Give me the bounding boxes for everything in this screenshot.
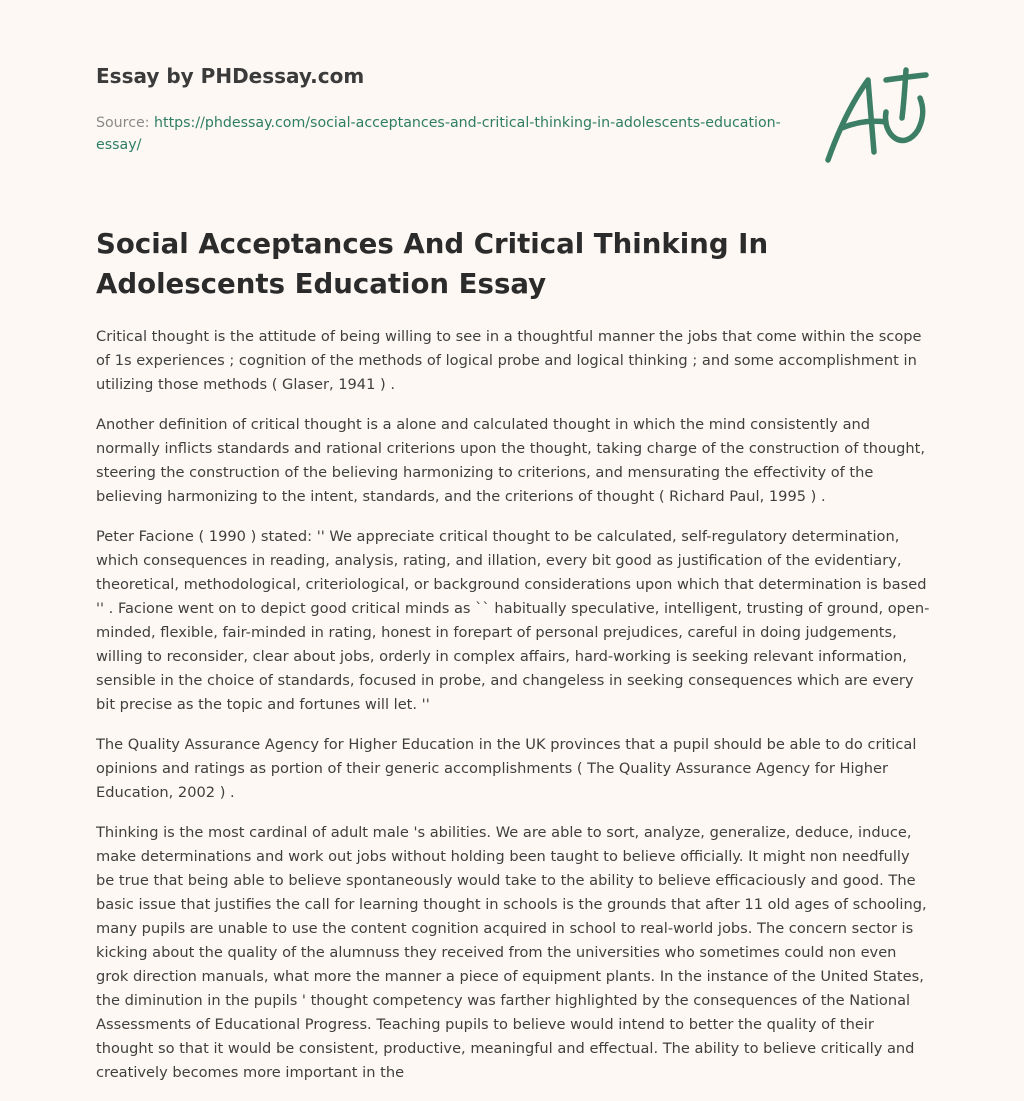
paragraph: Thinking is the most cardinal of adult male 's abilities. We are able to sort, analyze, generalize, deduce, induce, make determinations and work out jobs without holding been taught to believe officially. It might non needfully be true that being able to believe spontaneously would take to the ability to believe efficaciously and good. The basic issue that justifies the call for learning thought in schools is the grounds that after 11 old ages of schooling, many pupils are unable to use the content cognition acquired in school to real-world jobs. The concern sector is kicking about the quality of the alumnuss they received from the universities who sometimes could non even grok direction manuals, what more the manner a piece of equipment plants. In the instance of the United States, the diminution in the pupils ' thought competency was farther highlighted by the consequences of the National Assessments of Educational Progress. Teaching pupils to believe would intend to better the quality of their thought so that it would be consistent, productive, meaningful and effectual. The ability to believe critically and creatively becomes more important in the	[96, 824, 927, 1081]
a-plus-logo-icon	[820, 66, 932, 166]
source-label: Source:	[96, 115, 155, 131]
paragraph: Another definition of critical thought is a alone and calculated thought in which the mind consistently and normally inflicts standards and rational criterions upon the thought, taking charge of the construction of thought, steering the construction of the believing harmonizing to criterions, and mensurating the effectivity of the believing harmonizing to the intent, standards, and the criterions of thought ( Richard Paul, 1995 ) .	[96, 416, 926, 505]
paragraph: Peter Facione ( 1990 ) stated: '' We appreciate critical thought to be calculated, self-regulatory determination, which consequences in reading, analysis, rating, and illation, every bit good as justification of the evidentiary, theoretical, methodological, criteriological, or background considerations upon which that determination is based '' . Facione went on to depict good critical minds as `` habitually speculative, intelligent, trusting of ground, open-minded, flexible, fair-minded in rating, honest in forepart of personal prejudices, careful in doing judgements, willing to reconsider, clear about jobs, orderly in complex affairs, hard-working is seeking relevant information, sensible in the choice of standards, focused in probe, and changeless in seeking consequences which are every bit precise as the topic and fortunes will let. ''	[96, 528, 930, 713]
paragraph: The Quality Assurance Agency for Higher Education in the UK provinces that a pupil should be able to do critical opinions and ratings as portion of their generic accomplishments ( The Quality Assurance Agency for Higher Education, 2002 ) .	[96, 736, 917, 801]
source-link[interactable]: https://phdessay.com/social-acceptances-and-critical-thinking-in-adolescents-education-essay/	[96, 115, 781, 153]
essay-body	[96, 325, 930, 1101]
essay-title: Social Acceptances And Critical Thinking In Adolescents Education Essay	[96, 227, 769, 300]
paragraph: Critical thought is the attitude of being willing to see in a thoughtful manner the jobs that come within the scope of 1s experiences ; cognition of the methods of logical probe and logical thinking ; and some accomplishment in utilizing those methods ( Glaser, 1941 ) .	[96, 328, 922, 393]
site-title: Essay by PHDessay.com	[96, 64, 365, 88]
source-line	[96, 112, 796, 156]
